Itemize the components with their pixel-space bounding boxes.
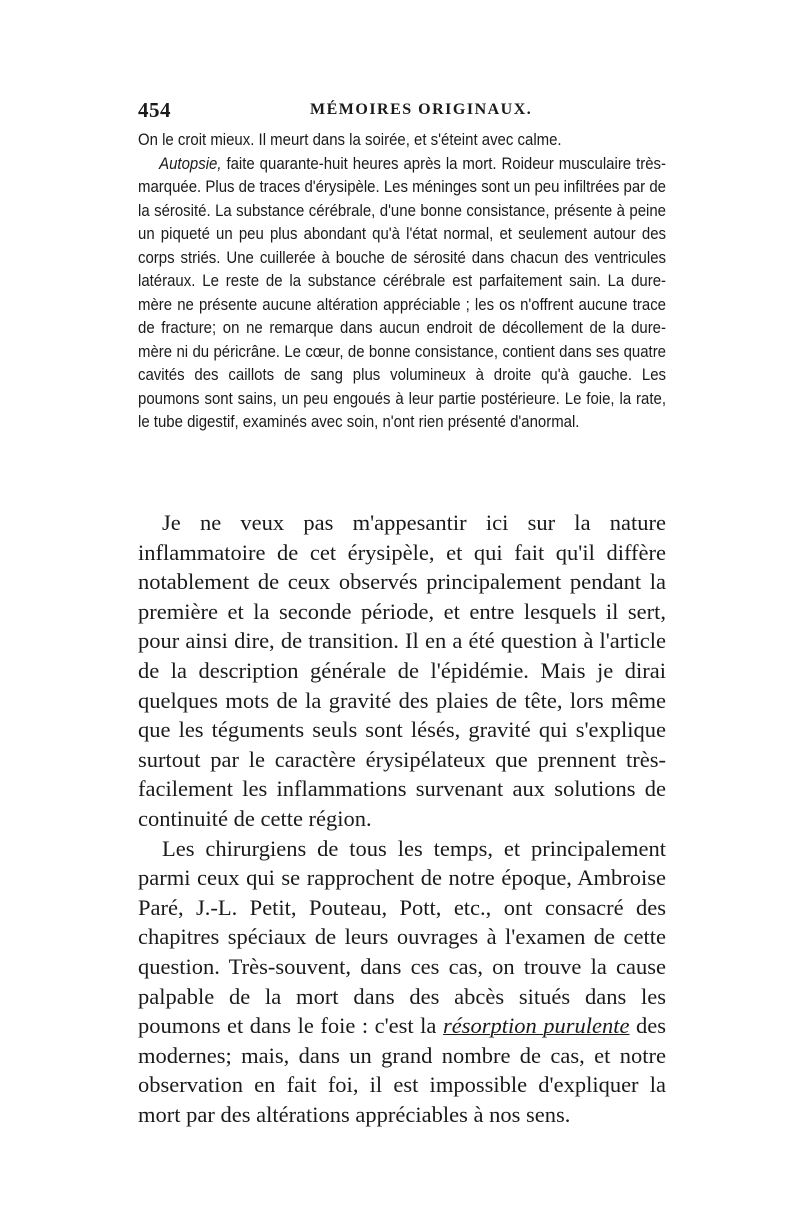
discussion-paragraph-2-end: des modernes; mais, dans un grand nombre de cas, et notre observation en fait foi, il est impossible d'expliquer la mort par des altérations appréciables à nos sens. xyxy=(138,1013,666,1127)
case-report-line1: On le croit mieux. Il meurt dans la soirée, et s'éteint avec calme. xyxy=(138,130,562,149)
page-number: 454 xyxy=(138,98,171,122)
discussion-paragraph-1: Je ne veux pas m'appesantir ici sur la nature inflammatoire de cet érysipèle, et qui fait qu'il diffère notablement de ceux observés principalement pendant la première et la seconde période, et entre lesquels il sert, pour ainsi dire, de transition. Il en a été question à l'article de la description générale de l'épidémie. Mais je dirai quelques mots de la gravité des plaies de tête, lors même que les téguments seuls sont lésés, gravité qui s'explique surtout par le caractère érysipélateux que prennent très-facilement les inflammations survenant aux solutions de continuité de cette région. xyxy=(138,510,666,831)
discussion-paragraph-2 xyxy=(138,834,666,1130)
running-title: MÉMOIRES ORIGINAUX. xyxy=(310,101,533,118)
discussion-paragraph-2-start: Les chirurgiens de tous les temps, et principalement parmi ceux qui se rapprochent de notre époque, Ambroise Paré, J.-L. Petit, Pouteau, Pott, etc., ont consacré des chapitres spéciaux de leurs ouvrages à l'examen de cette question. Très-souvent, dans ces cas, on trouve la cause palpable de la mort dans des abcès situés dans les poumons et dans le foie : c'est la xyxy=(138,835,666,1039)
case-report-paragraph xyxy=(138,128,666,434)
discussion-text xyxy=(138,508,666,1129)
autopsy-label: Autopsie, xyxy=(159,153,222,173)
page-header xyxy=(138,98,668,128)
autopsy-text: faite quarante-huit heures après la mort. Roideur musculaire très-marquée. Plus de traces d'érysipèle. Les méninges sont un peu infiltrées par de la sérosité. La substance cérébrale, d'une bonne consistance, présente à peine un piqueté un peu plus abondant qu'à l'état normal, et seulement autour des corps striés. Une cuillerée à bouche de sérosité dans chacun des ventricules latéraux. Le reste de la substance cérébrale est parfaitement sain. La dure-mère ne présente aucune altération appréciable ; les os n'offrent aucune trace de fracture; on ne remarque dans aucun endroit de décollement de la dure-mère ni du péricrâne. Le cœur, de bonne consistance, contient dans ses quatre cavités des caillots de sang plus volumineux à droite qu'à gauche. Les poumons sont sains, un peu engoués à leur partie postérieure. Le foie, la rate, le tube digestif, examinés avec soin, n'ont rien présenté d'anormal. xyxy=(138,153,666,431)
italic-term: résorption purulente xyxy=(442,1013,630,1039)
case-report-text xyxy=(138,128,666,434)
